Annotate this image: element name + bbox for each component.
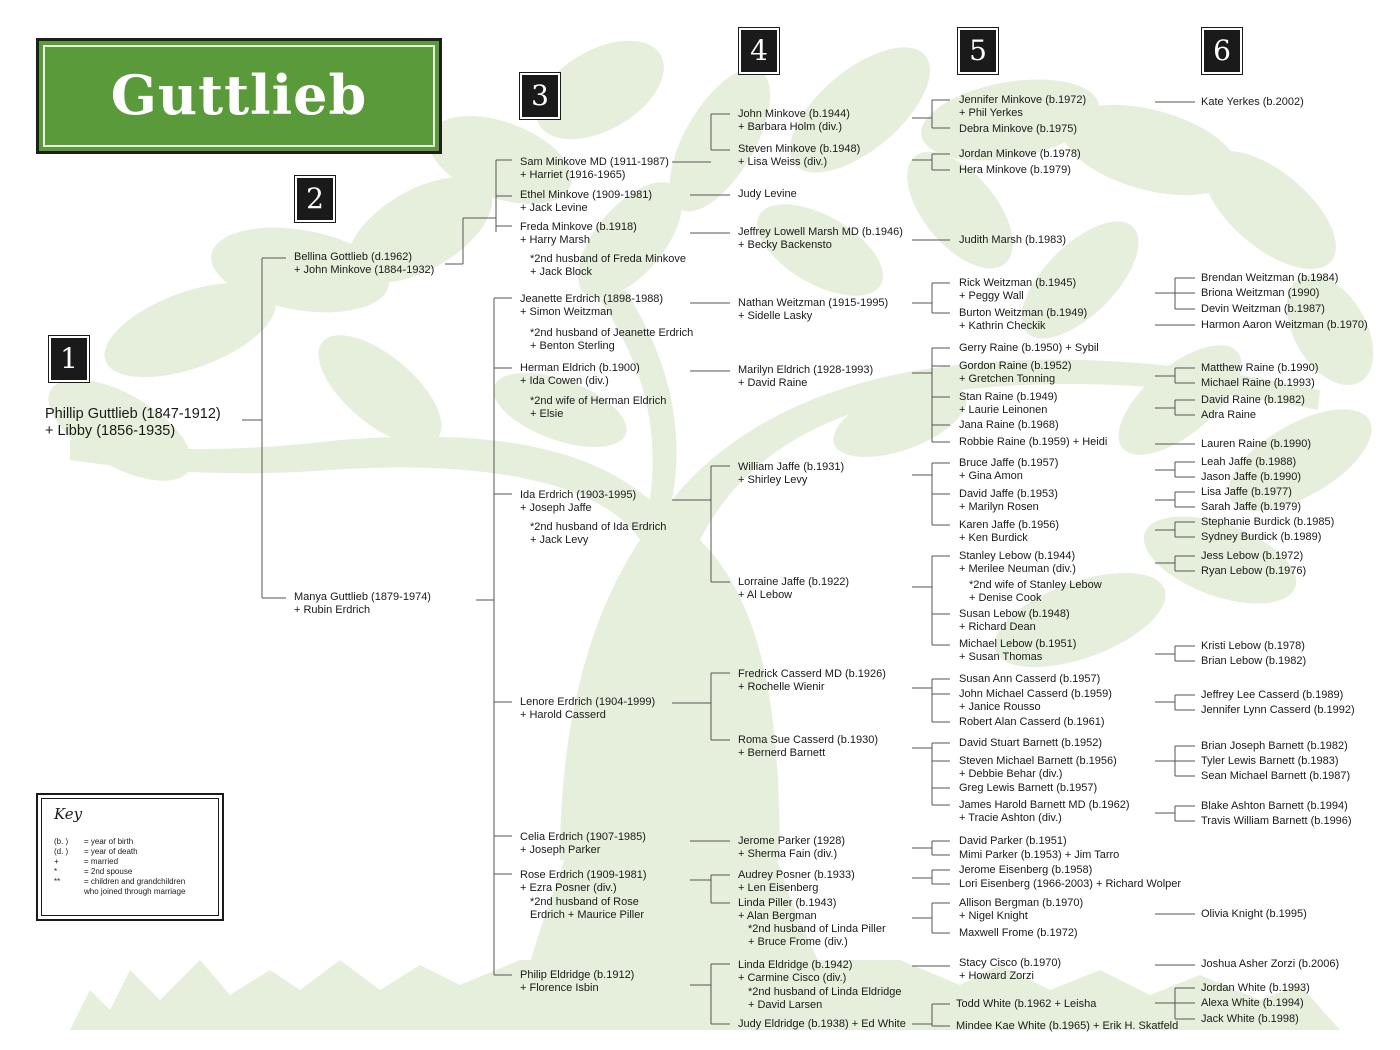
legend-row: (d. ) = year of death [54,847,138,856]
person-node-line: + Florence Isbin [520,982,599,994]
person-node-g2a [294,251,434,277]
person-node-line: + Gina Amon [959,470,1023,482]
person-node-line: + Libby (1856-1935) [45,423,176,439]
person-node-line: Herman Eldrich (b.1900) [520,362,640,374]
person-node-line: + Phil Yerkes [959,107,1023,119]
legend-title: Key [54,805,83,823]
person-node-g5l [959,436,1107,449]
person-node-g6u [1201,689,1343,702]
person-node-g4k [738,835,845,861]
person-node-line: Sean Michael Barnett (b.1987) [1201,770,1351,782]
person-node-g6e [1201,319,1368,332]
person-node-g1 [45,406,221,440]
person-node-line: Lauren Raine (b.1990) [1201,438,1312,450]
title-banner [36,38,442,154]
person-node-line: + Simon Weitzman [520,306,613,318]
person-node-g3g [520,696,655,722]
person-node-g5x [959,782,1097,795]
person-node-line: David Raine (b.1982) [1201,394,1305,406]
person-node-g5ag [956,998,1096,1011]
person-node-line: Allison Bergman (b.1970) [959,897,1084,909]
person-node-line: Freda Minkove (b.1918) [520,221,637,233]
person-node-line: + Becky Backensto [738,239,832,251]
person-node-line: Steven Minkove (b.1948) [738,143,861,155]
person-node-g6v [1201,704,1355,717]
person-node-g4n2 [748,986,902,1012]
person-node-line: + Merilee Neuman (div.) [959,563,1076,575]
person-node-g5t [959,688,1112,714]
person-node-line: + Nigel Knight [959,910,1028,922]
person-node-line: + Jack Levine [520,202,588,214]
person-node-line: + Alan Bergman [738,910,817,922]
person-node-line: Sam Minkove MD (1911-1987) [520,156,669,168]
person-node-g6z [1201,800,1348,813]
person-node-line: Jordan White (b.1993) [1201,982,1310,994]
person-node-line: + Harold Casserd [520,709,606,721]
person-node-line: + Sidelle Lasky [738,310,813,322]
person-node-line: Philip Eldridge (b.1912) [520,969,635,981]
person-node-line: Linda Eldridge (b.1942) [738,959,853,971]
legend-row: + = married [54,857,119,866]
person-node-line: + Bruce Frome (div.) [748,936,848,948]
person-node-g5z [959,835,1067,848]
person-node-line: + Howard Zorzi [959,970,1034,982]
person-node-line: Stephanie Burdick (b.1985) [1201,516,1335,528]
person-node-g6ac [1201,958,1339,971]
person-node-line: Jennifer Minkove (b.1972) [959,94,1087,106]
person-node-line: Bellina Gottlieb (d.1962) [294,251,413,263]
person-node-line: Burton Weitzman (b.1949) [959,307,1088,319]
person-node-g5v [959,737,1102,750]
person-node-line: Jeanette Erdrich (1898-1988) [520,293,664,305]
person-node-line: Lorraine Jaffe (b.1922) [738,576,850,588]
person-node-line: Stan Raine (b.1949) [959,391,1058,403]
person-node-g4b [738,143,860,169]
person-node-g5r [959,638,1076,664]
person-node-line: Hera Minkove (b.1979) [959,164,1071,176]
person-node-line: + Lisa Weiss (div.) [738,156,828,168]
person-node-line: Jeffrey Lee Casserd (b.1989) [1201,689,1344,701]
person-node-line: Lenore Erdrich (1904-1999) [520,696,656,708]
person-node-line: + Jack Levy [530,534,589,546]
person-node-line: James Harold Barnett MD (b.1962) [959,799,1130,811]
person-node-g4d [738,226,903,252]
person-node-g3c2 [530,253,686,279]
person-node-line: Adra Raine [1201,409,1257,421]
person-node-line: Maxwell Frome (b.1972) [959,927,1078,939]
person-node-g6y [1201,770,1350,783]
person-node-line: + Jack Block [530,266,593,278]
person-node-g5u [959,716,1105,729]
person-node-line: Todd White (b.1962 + Leisha [956,998,1097,1010]
person-node-line: Jerome Parker (1928) [738,835,845,847]
person-node-line: Joshua Asher Zorzi (b.2006) [1201,958,1340,970]
person-node-g6ad [1201,982,1310,995]
person-node-line: + Rubin Erdrich [294,604,371,616]
person-node-g5o [959,519,1059,545]
person-node-g4m2 [748,923,886,949]
person-node-g6s [1201,640,1305,653]
person-node-g5q [959,608,1070,634]
person-node-line: Mindee Kae White (b.1965) + Erik H. Skatfeld [956,1020,1179,1032]
person-node-line: *2nd wife of Stanley Lebow [969,579,1102,591]
person-node-g6g [1201,377,1315,390]
person-node-line: + Len Eisenberg [738,882,819,894]
person-node-g5m [959,457,1058,483]
person-node-g4m [738,897,836,923]
person-node-line: *2nd husband of Linda Piller [748,923,886,935]
person-node-g5g [959,307,1087,333]
person-node-g4n [738,959,852,985]
person-node-line: Manya Guttlieb (1879-1974) [294,591,431,603]
person-node-line: Rose Erdrich (1909-1981) [520,869,647,881]
generation-badge-6: 6 [1202,28,1242,74]
person-node-g4c [738,188,797,201]
person-node-line: Brendan Weitzman (b.1984) [1201,272,1339,284]
person-node-line: Steven Michael Barnett (b.1956) [959,755,1117,767]
person-node-line: Ida Erdrich (1903-1995) [520,489,637,501]
person-node-g6c [1201,287,1319,300]
person-node-g3i2 [530,896,644,922]
person-node-g6n [1201,501,1301,514]
person-node-line: + Joseph Parker [520,844,601,856]
person-node-g5ad [959,897,1083,923]
person-node-g3f2 [530,521,666,547]
person-node-line: *2nd husband of Rose [530,896,639,908]
person-node-g3i [520,869,647,895]
person-node-line: William Jaffe (b.1931) [738,461,845,473]
person-node-line: Nathan Weitzman (1915-1995) [738,297,889,309]
person-node-g4a [738,108,850,134]
page-title: Guttlieb [110,63,368,127]
person-node-line: Jana Raine (b.1968) [959,419,1059,431]
person-node-g3f [520,489,636,515]
person-node-line: + Richard Dean [959,621,1036,633]
person-node-line: + Harriet (1916-1965) [520,169,626,181]
person-node-line: Gordon Raine (b.1952) [959,360,1072,372]
person-node-g6o [1201,516,1334,529]
person-node-line: Stacy Cisco (b.1970) [959,957,1062,969]
person-node-line: + Debbie Behar (div.) [959,768,1063,780]
person-node-line: Sarah Jaffe (b.1979) [1201,501,1302,513]
person-node-g5aa [959,849,1119,862]
legend-key [36,793,224,921]
person-node-g3c [520,221,637,247]
person-node-line: + Peggy Wall [959,290,1024,302]
legend-row: ** = children and grandchildren [54,877,186,886]
person-node-line: Ethel Minkove (1909-1981) [520,189,653,201]
person-node-line: + Ezra Posner (div.) [520,882,617,894]
person-node-line: Harmon Aaron Weitzman (b.1970) [1201,319,1368,331]
person-node-g5af [959,957,1061,983]
person-node-line: Audrey Posner (b.1933) [738,869,855,881]
person-node-line: + Tracie Ashton (div.) [959,812,1062,824]
person-node-line: *2nd husband of Ida Erdrich [530,521,667,533]
person-node-g6p [1201,531,1321,544]
person-node-g6ab [1201,908,1307,921]
person-node-line: Matthew Raine (b.1990) [1201,362,1319,374]
person-node-g6r [1201,565,1306,578]
person-node-line: + Laurie Leinonen [959,404,1048,416]
person-node-line: + Kathrin Checkik [959,320,1046,332]
person-node-line: Susan Lebow (b.1948) [959,608,1070,620]
person-node-line: John Michael Casserd (b.1959) [959,688,1112,700]
person-node-g3a [520,156,669,182]
person-node-g4o [738,1018,906,1031]
person-node-g2b [294,591,431,617]
person-node-line: *2nd husband of Jeanette Erdrich [530,327,694,339]
person-node-line: David Jaffe (b.1953) [959,488,1058,500]
person-node-line: Lori Eisenberg (1966-2003) + Richard Wolper [959,878,1182,890]
person-node-line: Ryan Lebow (b.1976) [1201,565,1307,577]
person-node-line: + John Minkove (1884-1932) [294,264,435,276]
person-node-line: + Ken Burdick [959,532,1028,544]
person-node-line: Judy Levine [738,188,797,200]
person-node-line: Michael Raine (b.1993) [1201,377,1315,389]
person-node-line: Linda Piller (b.1943) [738,897,837,909]
person-node-g6x [1201,755,1339,768]
person-node-line: + Bernerd Barnett [738,747,826,759]
person-node-g6d [1201,303,1325,316]
person-node-line: Marilyn Eldrich (1928-1993) [738,364,874,376]
person-node-line: Robert Alan Casserd (b.1961) [959,716,1105,728]
person-node-g4h [738,576,849,602]
person-node-line: Jerome Eisenberg (b.1958) [959,864,1093,876]
person-node-line: Jordan Minkove (b.1978) [959,148,1081,160]
person-node-g5d [959,164,1071,177]
person-node-line: David Stuart Barnett (b.1952) [959,737,1103,749]
person-node-g5f [959,277,1076,303]
person-node-line: + Sherma Fain (div.) [738,848,838,860]
person-node-g4j [738,734,878,760]
person-node-line: David Parker (b.1951) [959,835,1067,847]
person-node-g4l [738,869,855,895]
person-node-g5ah [956,1020,1178,1033]
person-node-g3d2 [530,327,693,353]
person-node-g6j [1201,438,1311,451]
person-node-g6b [1201,272,1338,285]
person-node-line: Olivia Knight (b.1995) [1201,908,1307,920]
person-node-line: + Denise Cook [969,592,1042,604]
generation-badge-1: 1 [49,336,89,382]
person-node-g5p [959,550,1076,576]
person-node-g5ac [959,878,1181,891]
person-node-g4e [738,297,888,323]
person-node-g6k [1201,456,1296,469]
person-node-line: Alexa White (b.1994) [1201,997,1304,1009]
person-node-g3j [520,969,634,995]
person-node-g5k [959,419,1059,432]
person-node-g4g [738,461,844,487]
person-node-line: Lisa Jaffe (b.1977) [1201,486,1292,498]
person-node-line: Jeffrey Lowell Marsh MD (b.1946) [738,226,903,238]
person-node-g5c [959,148,1081,161]
person-node-line: + Gretchen Tonning [959,373,1056,385]
person-node-line: Debra Minkove (b.1975) [959,123,1078,135]
person-node-line: + Janice Rousso [959,701,1041,713]
person-node-line: + Barbara Holm (div.) [738,121,843,133]
person-node-g5n [959,488,1058,514]
person-node-line: + Carmine Cisco (div.) [738,972,847,984]
person-node-g6a [1201,96,1304,109]
person-node-line: + Elsie [530,408,564,420]
person-node-g6w [1201,740,1348,753]
legend-row: * = 2nd spouse [54,867,133,876]
person-node-g6t [1201,655,1306,668]
person-node-g3b [520,189,652,215]
person-node-line: + Harry Marsh [520,234,590,246]
person-node-line: Phillip Guttlieb (1847-1912) [45,406,221,422]
person-node-g4f [738,364,873,390]
person-node-g6f [1201,362,1318,375]
person-node-g6af [1201,1013,1299,1026]
person-node-line: *2nd husband of Linda Eldridge [748,986,902,998]
generation-badge-4: 4 [739,28,779,74]
person-node-line: + Marilyn Rosen [959,501,1039,513]
person-node-g3h [520,831,646,857]
person-node-line: Judy Eldridge (b.1938) + Ed White [738,1018,906,1030]
person-node-g6l [1201,471,1301,484]
person-node-g5y [959,799,1130,825]
person-node-line: Stanley Lebow (b.1944) [959,550,1076,562]
generation-badge-5: 5 [958,28,998,74]
person-node-line: Mimi Parker (b.1953) + Jim Tarro [959,849,1120,861]
person-node-g5j [959,391,1057,417]
person-node-g4i [738,668,886,694]
person-node-g6aa [1201,815,1352,828]
person-node-g6i [1201,409,1256,422]
person-node-g5w [959,755,1117,781]
person-node-line: Karen Jaffe (b.1956) [959,519,1060,531]
person-node-g3e2 [530,395,666,421]
legend-row: who joined through marriage [84,887,186,896]
person-node-line: + Susan Thomas [959,651,1043,663]
person-node-line: Tyler Lewis Barnett (b.1983) [1201,755,1339,767]
person-node-line: Erdrich + Maurice Piller [530,909,645,921]
person-node-line: *2nd husband of Freda Minkove [530,253,686,265]
person-node-line: + Rochelle Wienir [738,681,825,693]
person-node-line: Jack White (b.1998) [1201,1013,1299,1025]
person-node-line: Jess Lebow (b.1972) [1201,550,1304,562]
person-node-g5ae [959,927,1078,940]
person-node-line: *2nd wife of Herman Eldrich [530,395,667,407]
person-node-line: Brian Lebow (b.1982) [1201,655,1307,667]
person-node-line: Blake Ashton Barnett (b.1994) [1201,800,1348,812]
person-node-g5s [959,673,1100,686]
person-node-line: + Al Lebow [738,589,793,601]
person-node-line: Devin Weitzman (b.1987) [1201,303,1325,315]
person-node-line: + Ida Cowen (div.) [520,375,609,387]
person-node-line: Briona Weitzman (1990) [1201,287,1320,299]
person-node-line: Gerry Raine (b.1950) + Sybil [959,342,1099,354]
person-node-g6q [1201,550,1303,563]
person-node-g6ae [1201,997,1304,1010]
person-node-line: + David Raine [738,377,808,389]
person-node-g6h [1201,394,1305,407]
person-node-g5a [959,94,1086,120]
person-node-line: Fredrick Casserd MD (b.1926) [738,668,886,680]
person-node-line: Kristi Lebow (b.1978) [1201,640,1305,652]
person-node-line: Bruce Jaffe (b.1957) [959,457,1059,469]
person-node-g3d [520,293,663,319]
person-node-line: Celia Erdrich (1907-1985) [520,831,646,843]
person-node-line: Michael Lebow (b.1951) [959,638,1077,650]
person-node-line: + Shirley Levy [738,474,808,486]
person-node-g5e [959,234,1066,247]
person-node-line: Leah Jaffe (b.1988) [1201,456,1297,468]
person-node-line: Robbie Raine (b.1959) + Heidi [959,436,1108,448]
person-node-line: Roma Sue Casserd (b.1930) [738,734,879,746]
person-node-g5h [959,342,1099,355]
person-node-line: Rick Weitzman (b.1945) [959,277,1077,289]
person-node-line: + Benton Sterling [530,340,615,352]
person-node-line: Susan Ann Casserd (b.1957) [959,673,1101,685]
legend-row: (b. ) = year of birth [54,837,134,846]
person-node-line: Sydney Burdick (b.1989) [1201,531,1322,543]
person-node-line: + David Larsen [748,999,823,1011]
person-node-g6m [1201,486,1292,499]
person-node-line: Greg Lewis Barnett (b.1957) [959,782,1098,794]
person-node-g5ab [959,864,1092,877]
person-node-line: Jennifer Lynn Casserd (b.1992) [1201,704,1355,716]
person-node-line: John Minkove (b.1944) [738,108,850,120]
person-node-line: Jason Jaffe (b.1990) [1201,471,1302,483]
person-node-line: Travis William Barnett (b.1996) [1201,815,1352,827]
person-node-line: Kate Yerkes (b.2002) [1201,96,1304,108]
person-node-g5b [959,123,1077,136]
person-node-line: + Joseph Jaffe [520,502,592,514]
generation-badge-3: 3 [520,73,560,119]
person-node-g3e [520,362,640,388]
person-node-line: Judith Marsh (b.1983) [959,234,1066,246]
person-node-g5p2 [969,579,1102,605]
person-node-g5i [959,360,1072,386]
person-node-line: Brian Joseph Barnett (b.1982) [1201,740,1348,752]
generation-badge-2: 2 [295,176,335,222]
